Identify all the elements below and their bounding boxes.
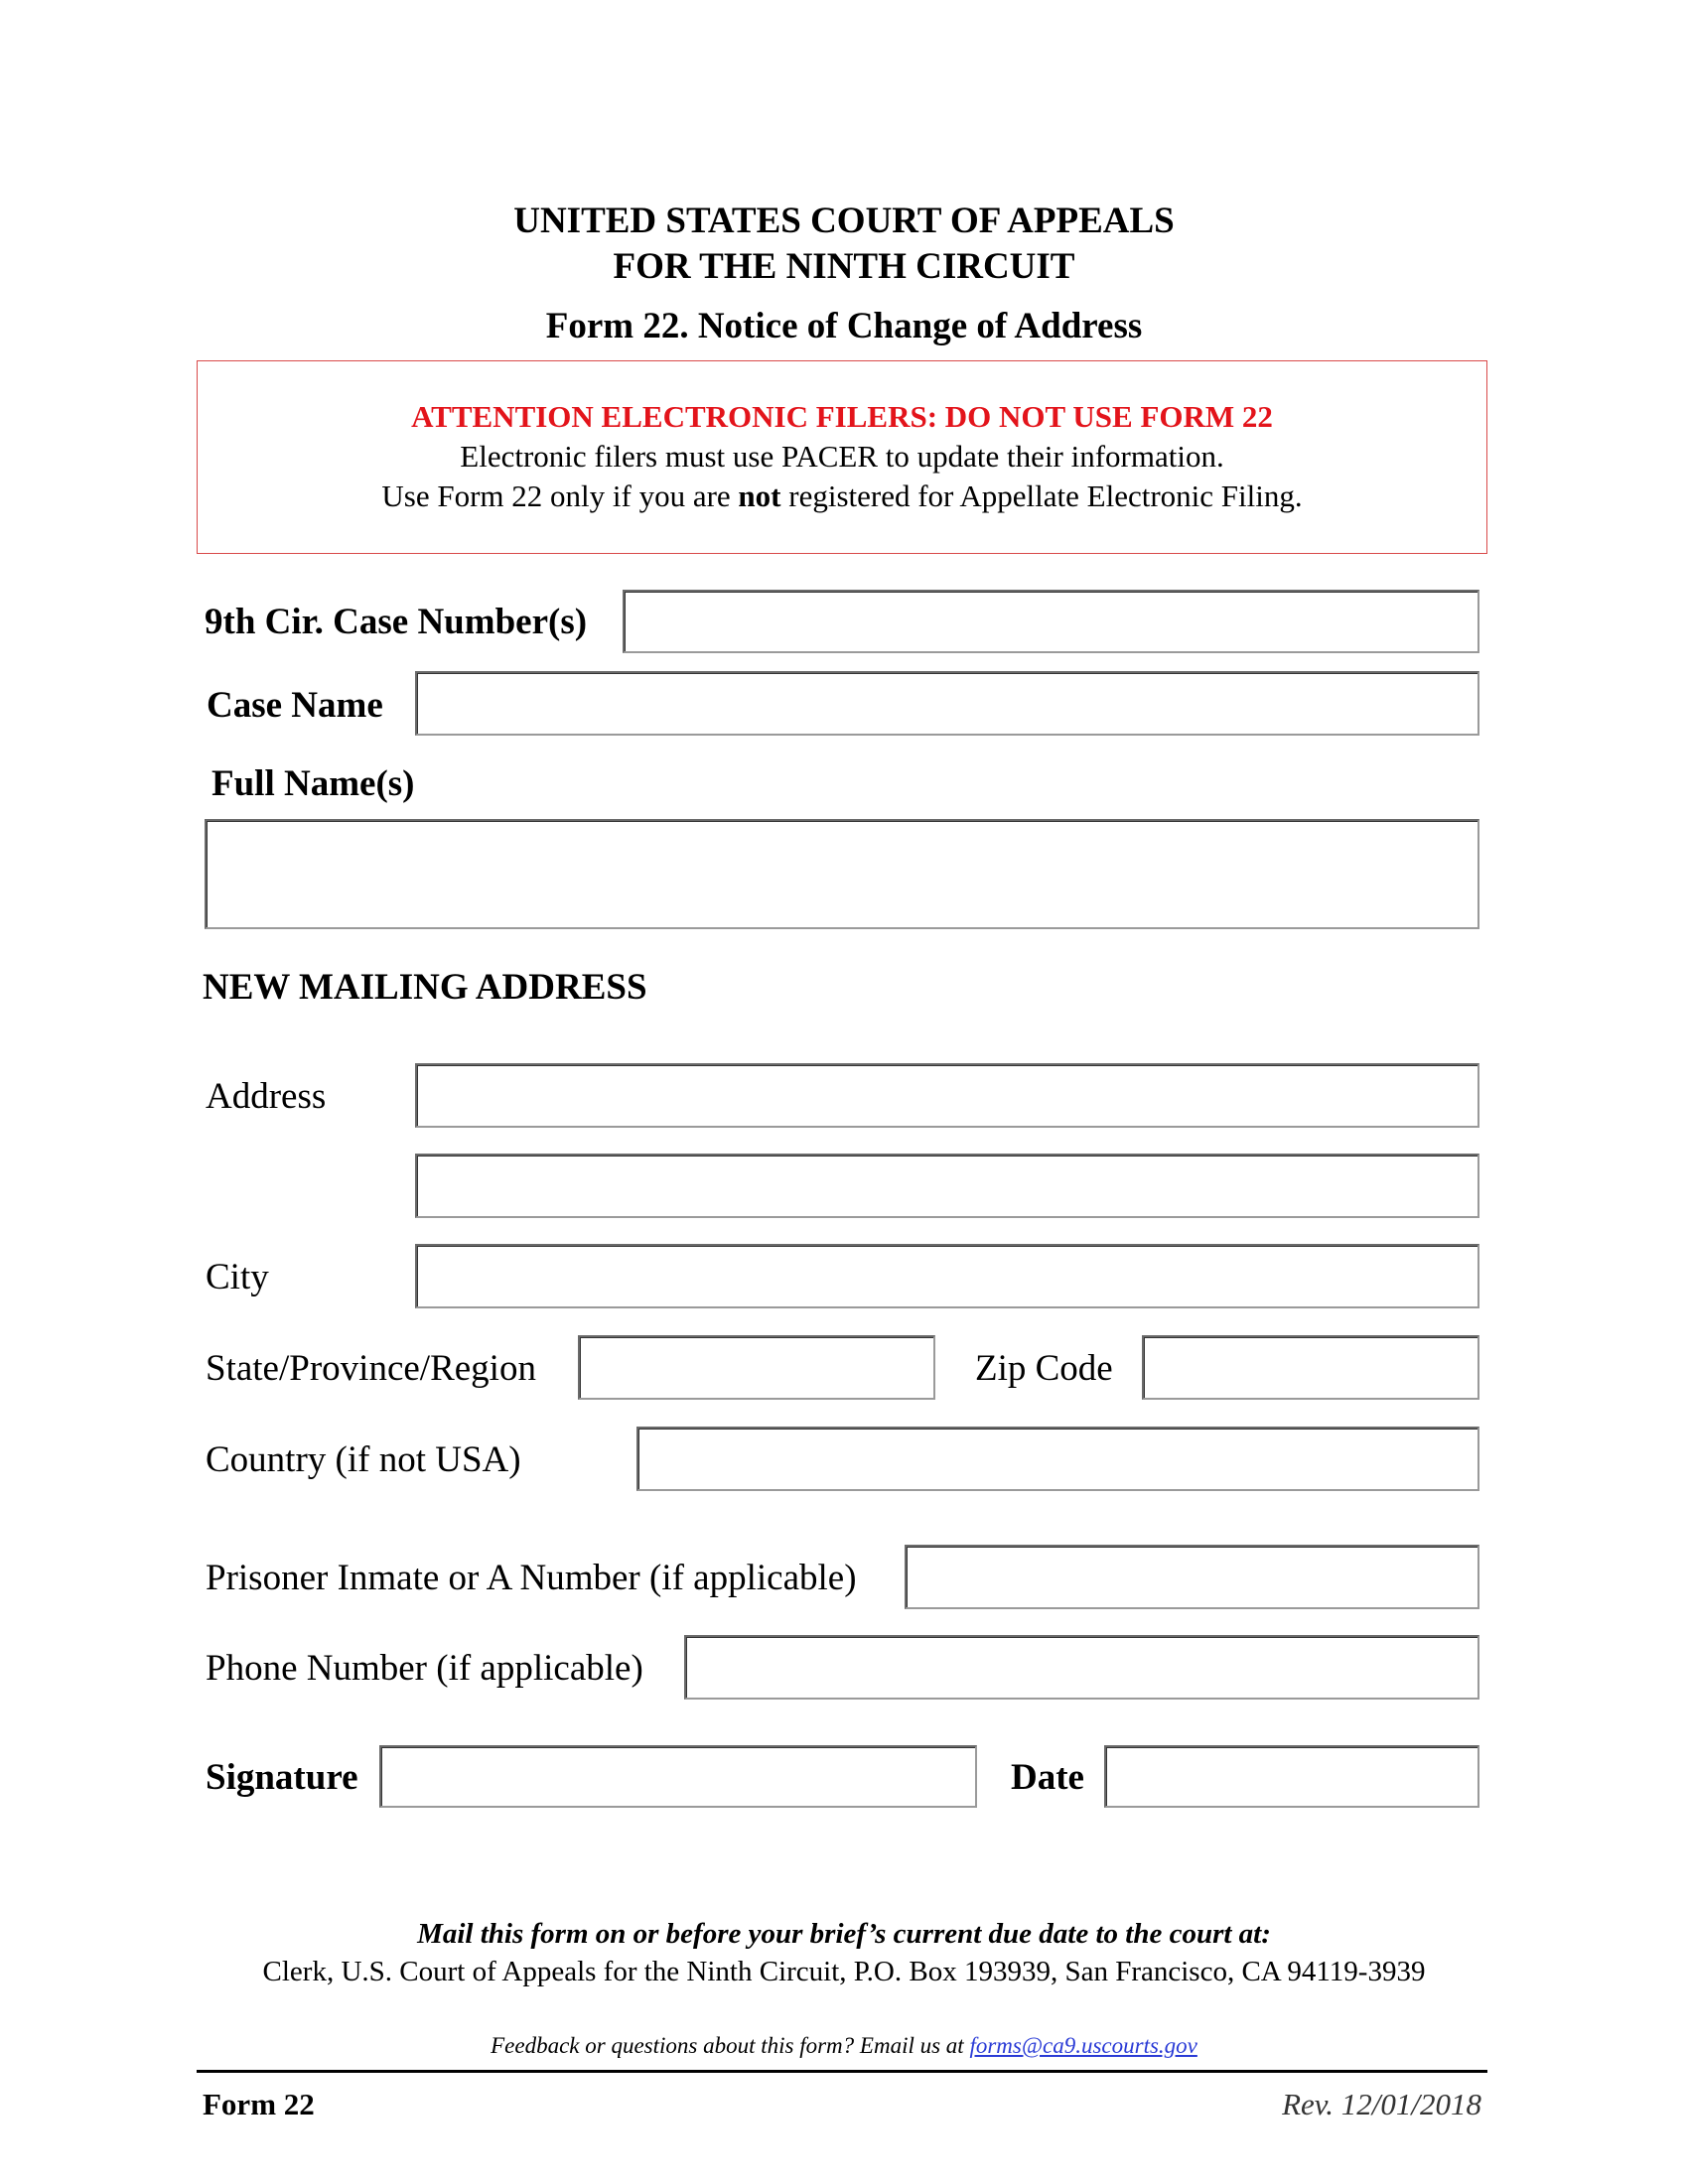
mail-instruction: Mail this form on or before your brief’s current due date to the court at: xyxy=(417,1918,1271,1950)
feedback-line xyxy=(0,2031,1688,2061)
court-name-line1: UNITED STATES COURT OF APPEALS xyxy=(513,201,1175,241)
form-title: Form 22. Notice of Change of Address xyxy=(545,306,1143,346)
case-number-input[interactable] xyxy=(623,590,1479,653)
revision-date: Rev. 12/01/2018 xyxy=(1282,2087,1481,2121)
city-label: City xyxy=(206,1257,269,1297)
full-names-input[interactable] xyxy=(205,819,1479,929)
footer-divider xyxy=(197,2070,1487,2073)
phone-number-input[interactable] xyxy=(684,1635,1479,1700)
signature-label: Signature xyxy=(206,1757,358,1798)
prisoner-number-input[interactable] xyxy=(905,1545,1479,1609)
date-label: Date xyxy=(1011,1757,1084,1798)
phone-number-label: Phone Number (if applicable) xyxy=(206,1648,643,1689)
notice-line-3-before: Use Form 22 only if you are xyxy=(381,478,739,513)
country-label: Country (if not USA) xyxy=(206,1439,521,1480)
signature-input[interactable] xyxy=(379,1745,977,1808)
case-name-label: Case Name xyxy=(207,685,383,726)
address-line2-input[interactable] xyxy=(415,1154,1479,1218)
state-input[interactable] xyxy=(578,1335,935,1400)
zip-code-label: Zip Code xyxy=(975,1348,1113,1389)
notice-line-3-after: registered for Appellate Electronic Filing. xyxy=(780,478,1303,513)
new-mailing-address-heading: NEW MAILING ADDRESS xyxy=(203,967,647,1008)
notice-attention: ATTENTION ELECTRONIC FILERS: DO NOT USE FORM 22 xyxy=(411,399,1273,434)
court-name-line2: FOR THE NINTH CIRCUIT xyxy=(613,246,1075,287)
address-label: Address xyxy=(206,1076,327,1117)
city-input[interactable] xyxy=(415,1244,1479,1308)
notice-line-3 xyxy=(197,477,1487,516)
feedback-email-link[interactable]: forms@ca9.uscourts.gov xyxy=(969,2033,1197,2058)
zip-code-input[interactable] xyxy=(1142,1335,1479,1400)
form-id: Form 22 xyxy=(203,2087,315,2121)
notice-line-3-bold: not xyxy=(738,478,781,513)
feedback-text: Feedback or questions about this form? Email us at xyxy=(491,2033,970,2058)
case-number-label: 9th Cir. Case Number(s) xyxy=(205,602,588,642)
state-label: State/Province/Region xyxy=(206,1348,536,1389)
mail-address: Clerk, U.S. Court of Appeals for the Ninth Circuit, P.O. Box 193939, San Francisco, CA 94119-3939 xyxy=(262,1956,1426,1987)
address-line1-input[interactable] xyxy=(415,1063,1479,1128)
full-names-label: Full Name(s) xyxy=(211,763,415,804)
case-name-input[interactable] xyxy=(415,671,1479,736)
country-input[interactable] xyxy=(636,1427,1479,1491)
date-input[interactable] xyxy=(1104,1745,1479,1808)
notice-line-2: Electronic filers must use PACER to update their information. xyxy=(460,439,1224,474)
prisoner-number-label: Prisoner Inmate or A Number (if applicable) xyxy=(206,1558,857,1598)
